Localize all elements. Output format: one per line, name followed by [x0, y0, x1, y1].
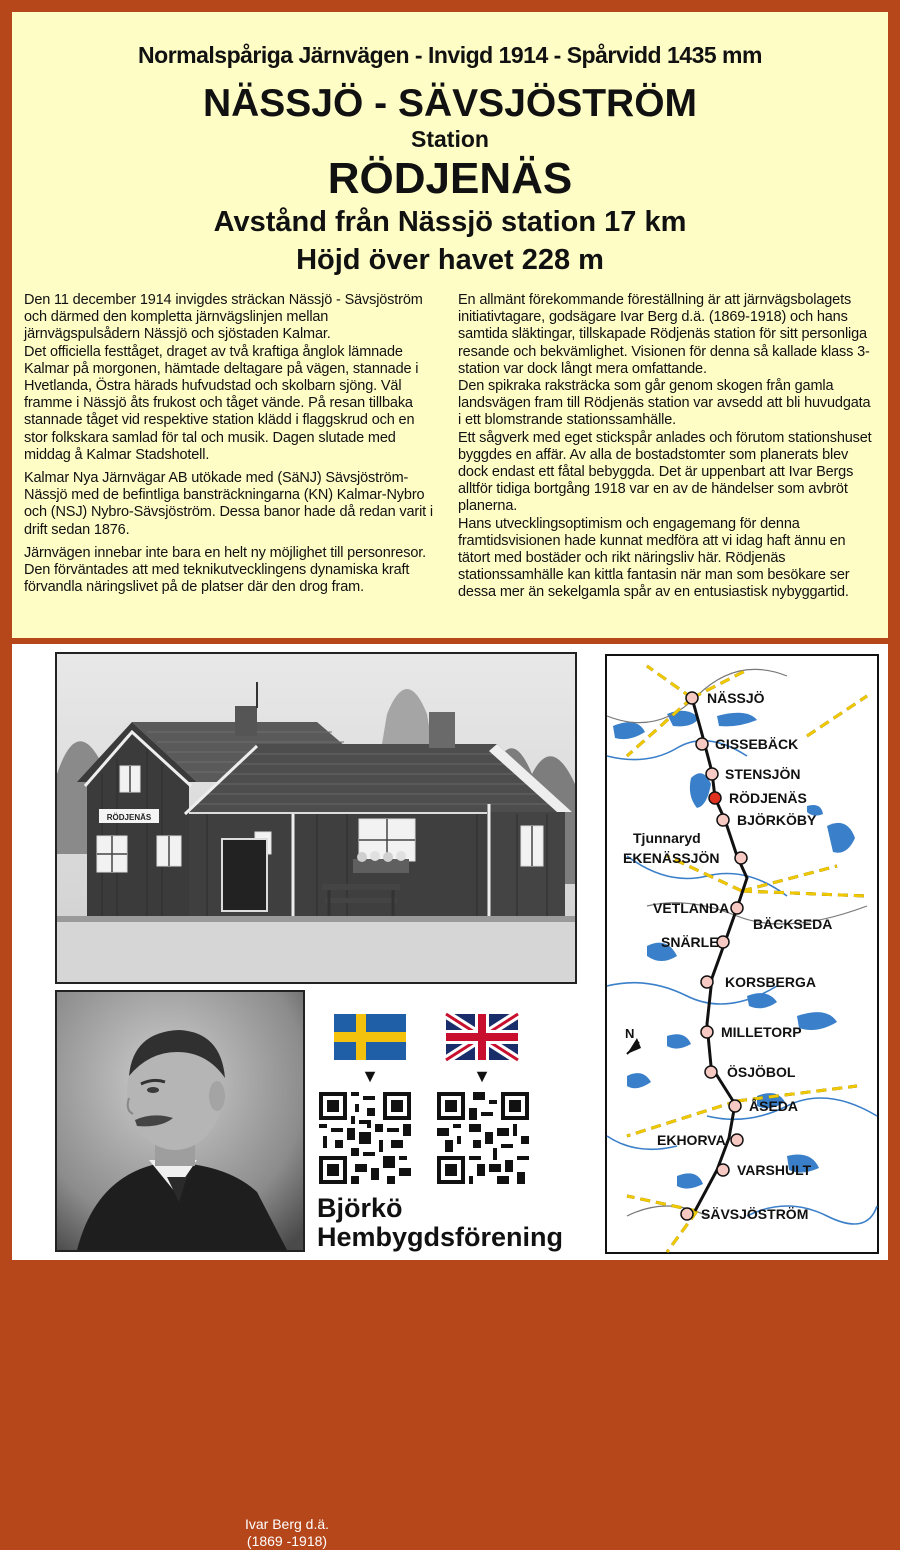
station-label-korsberga: KORSBERGA [725, 974, 817, 990]
society-line-1: Björkö [317, 1193, 403, 1223]
station-label-backseda: BÄCKSEDA [753, 916, 833, 932]
station-marker[interactable] [701, 976, 713, 988]
paragraph: En allmänt förekommande föreställning är att järnvägsbolagets initiativtagare, godsägare Ivar Berg d.ä. (1869-1918) och hans samtida släktingar, tillskapade Rödjenäs station för sitt personliga resande och bekvämlighet. Visionen för denna så kallade klass 3-station var dock långt mera omfattande. [458, 292, 870, 377]
route-map[interactable] [605, 654, 879, 1254]
station-label-vetlanda: VETLANDA [653, 900, 730, 916]
station-sign-text: RÖDJENÄS [106, 813, 152, 822]
station-marker[interactable] [717, 814, 729, 826]
history-column-right [458, 292, 874, 602]
station-label-nassjo: NÄSSJÖ [707, 690, 765, 706]
station-label-stensjon: STENSJÖN [725, 766, 801, 782]
station-marker[interactable] [705, 1066, 717, 1078]
station-label-rodjenas: RÖDJENÄS [729, 790, 807, 806]
portrait-caption [237, 1516, 337, 1550]
distance-text: Avstånd från Nässjö station 17 km [213, 206, 687, 238]
paragraph: Hans utvecklingsoptimism och engagemang för denna framtidsvisionen hade kunnat medföra att vi idag haft ännu en tätort med bostäder och rikt näringsliv här. Rödjenäs stationssamhälle kan kittla fantasin när man som besökare ser dessa mer än sekelgamla spår av en entusiastisk nybyggartid. [458, 515, 850, 601]
station-building-photo [55, 652, 577, 984]
station-label-ekenassjon: EKENÄSSJÖN [623, 850, 720, 866]
paragraph: Det officiella festtåget, draget av två kraftiga ånglok lämnade Kalmar på morgonen, hämtade deltagare på vägen, stannade i Hvetlanda, Östra härads hufvudstad och skolbarn sjöng. Väl framme i Nässjö åts frukost och tåget vände. På resan tillbaka stannade tåget vid respektive station klädd i flaggskrud och en stor folkskara samlad för tal och musik. Dagen slutade med middag å Kalmar Stadshotell. [24, 343, 419, 463]
station-label-gissebeck: GISSEBÄCK [715, 736, 799, 752]
station-marker[interactable] [731, 1134, 743, 1146]
station-label: Station [411, 126, 489, 152]
station-marker[interactable] [701, 1026, 713, 1038]
portrait-name: Ivar Berg d.ä. [244, 1516, 330, 1532]
paragraph: Ett sågverk med eget stickspår anlades och förutom stationshuset byggdes en affär. Av alla de bostadstomter som planerats blev dock endast ett fåtal bebyggda. Det är uppenbart att Ivar Bergs alltför tidiga bortgång 1918 var en av de händelser som avbröt planerna. [458, 429, 872, 515]
station-marker[interactable] [696, 738, 708, 750]
station-marker[interactable] [706, 768, 718, 780]
image-panel [12, 644, 888, 1549]
text-panel [12, 12, 888, 638]
paragraph: Järnvägen innebar inte bara en helt ny möjlighet till personresor. Den förväntades att med teknikutvecklingens dynamiska kraft förvandla näringslivet på de platser där den drog fram. [24, 544, 426, 596]
station-label-tjunnaryd: Tjunnaryd [633, 830, 701, 846]
society-name [317, 1194, 587, 1252]
station-label-varshult: VARSHULT [737, 1162, 812, 1178]
paragraph: Kalmar Nya Järnvägar AB utökade med (SäNJ) Sävsjöström-Nässjö med de befintliga bansträckningarna (KN) Kalmar-Nybro och (NSJ) Nybro-Sävsjöström. Dessa banor hade då redan varit i drift sedan 1876. [24, 470, 433, 538]
station-marker[interactable] [731, 902, 743, 914]
station-label-snarle: SNÄRLE [661, 934, 719, 950]
station-label-osjobol: ÖSJÖBOL [727, 1064, 796, 1080]
station-label-aseda: ÅSEDA [749, 1098, 799, 1114]
uk-flag-icon[interactable] [446, 1014, 518, 1060]
station-marker[interactable] [686, 692, 698, 704]
qr-code-english-icon[interactable] [437, 1092, 529, 1184]
paragraph: Den spikraka raksträcka som går genom skogen från gamla landsvägen fram till Rödjenäs station var avsedd att bli huvudgata i ett blomstrande stationssamhälle. [458, 378, 871, 429]
station-marker[interactable] [681, 1208, 693, 1220]
portrait-years: (1869 -1918) [246, 1533, 328, 1549]
station-label-bjorkoby: BJÖRKÖBY [737, 812, 817, 828]
station-marker[interactable] [729, 1100, 741, 1112]
ivar-berg-portrait [55, 990, 330, 1549]
paragraph: Den 11 december 1914 invigdes sträckan Nässjö - Sävsjöström och därmed den kompletta järnvägslinjen mellan järnvägspulsådern Nässjö och sjöstaden Kalmar. [24, 292, 423, 343]
station-marker-current[interactable] [709, 792, 721, 804]
north-label: N [625, 1026, 635, 1041]
arrow-down-icon: ▼ [473, 1066, 491, 1086]
station-label-savsjostrom: SÄVSJÖSTRÖM [701, 1206, 809, 1222]
qr-code-swedish-icon[interactable] [319, 1092, 411, 1184]
arrow-down-icon: ▼ [361, 1066, 379, 1086]
station-marker[interactable] [717, 936, 729, 948]
swedish-flag-icon[interactable] [334, 1014, 406, 1060]
railway-subtitle: Normalspåriga Järnvägen - Invigd 1914 - Spårvidd 1435 mm [138, 42, 762, 68]
station-label-milletorp: MILLETORP [721, 1024, 802, 1040]
station-label-ekhorva: EKHORVA [657, 1132, 726, 1148]
station-marker[interactable] [735, 852, 747, 864]
height-text: Höjd över havet 228 m [296, 244, 604, 276]
route-title: NÄSSJÖ - SÄVSJÖSTRÖM [202, 82, 698, 125]
station-marker[interactable] [717, 1164, 729, 1176]
history-column-left [24, 292, 440, 596]
society-line-2: Hembygdsförening [317, 1222, 564, 1252]
station-name: RÖDJENÄS [327, 154, 573, 203]
